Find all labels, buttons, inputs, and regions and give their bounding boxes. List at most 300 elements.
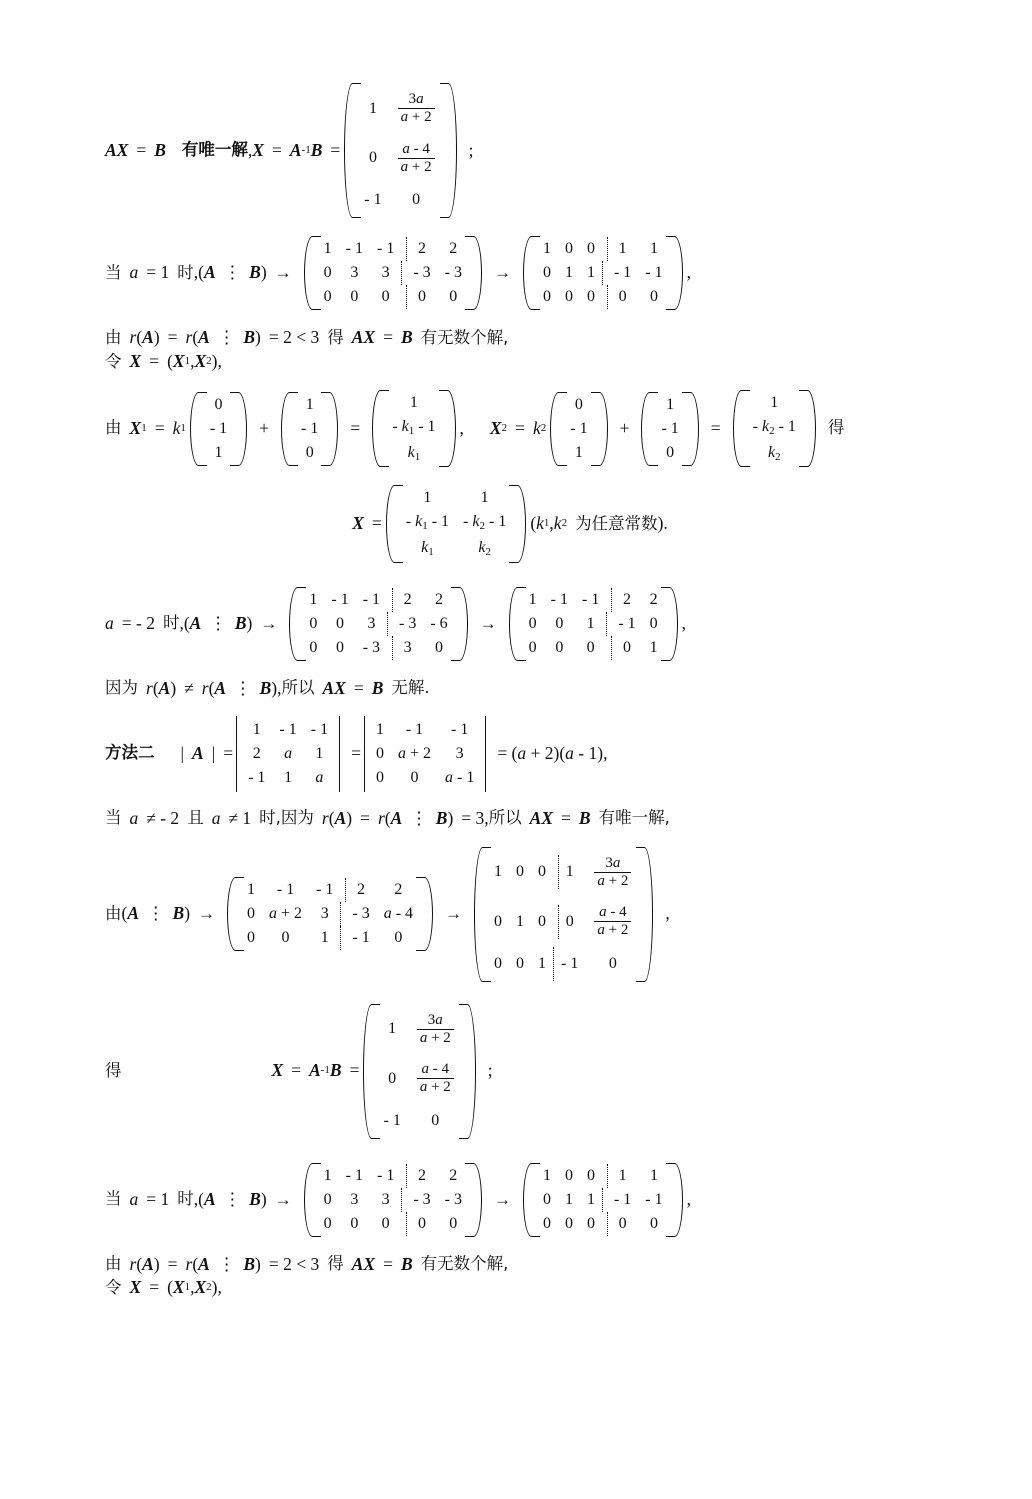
cell: 0 — [649, 288, 658, 305]
b6-open: ( — [530, 513, 537, 534]
b15-sep: , — [190, 1277, 195, 1298]
equation-block-method-two-determinant — [105, 716, 915, 792]
cell: - 1 — [276, 881, 295, 898]
paren-right — [447, 389, 458, 469]
b10-a2: a — [211, 807, 221, 828]
cell: 0 — [368, 149, 377, 167]
b13-shi: 时 — [177, 1189, 194, 1209]
det-bar-right — [339, 716, 340, 792]
b5-k2s: 2 — [540, 421, 547, 434]
b10-a: a — [129, 807, 139, 828]
page-content — [105, 78, 915, 1303]
b15-close: ), — [211, 1277, 222, 1298]
b10-qie: 且 — [187, 808, 204, 828]
cell: 0 — [305, 443, 314, 461]
b15-X: X — [129, 1277, 142, 1298]
matrix-unique-solution — [342, 82, 458, 219]
cell: 1 — [315, 744, 324, 762]
b3-A: A — [142, 327, 154, 347]
cell: 0 — [555, 638, 564, 656]
cell: 1 — [494, 863, 503, 881]
cell: 1 — [247, 881, 256, 898]
cell: - 1 — [450, 720, 469, 738]
b1-comma: , — [247, 139, 253, 160]
cell: 0 — [281, 929, 290, 946]
cell: 0 — [538, 912, 547, 930]
b12-A: A — [309, 1060, 321, 1081]
b8-B: B — [259, 677, 272, 698]
b8-A: A — [158, 677, 171, 698]
equation-block-general-solution: X = 1 1 - $k_1 - 1$ - $k_2 - 1$ $k_1$ $k_2$ ( k 1 , k 2 为任意常数 ). — [105, 484, 915, 564]
b3-pa: ( — [136, 327, 143, 347]
vector-X2-result — [731, 389, 818, 469]
b5-X1: X — [129, 417, 142, 438]
arrow-icon: → — [493, 263, 511, 283]
cell: 0 — [350, 1214, 359, 1232]
cell: - 1 — [310, 720, 329, 738]
b8-pc: ( — [208, 677, 215, 698]
b15-s1: 1 — [184, 1281, 191, 1294]
paren-right — [690, 391, 701, 467]
b5-de: 得 — [827, 418, 845, 438]
paren-right — [599, 391, 610, 467]
b10-rank: = 3 — [461, 807, 485, 828]
cell: 0 — [542, 264, 551, 281]
b6-X: X — [352, 513, 364, 534]
b1-Ainv: A — [289, 139, 302, 160]
b8-Bx: B — [371, 677, 384, 698]
vdots-icon: ⋮ — [223, 1188, 242, 1209]
cell: - 3 — [387, 612, 423, 636]
b8-pd: ) — [271, 677, 278, 698]
b8-AX: AX — [322, 677, 346, 698]
cell: 0 — [608, 954, 617, 972]
b5-k1s: 1 — [180, 421, 186, 434]
fraction: $\frac{3a}{a + 2}$ — [398, 91, 435, 127]
cell: 3 — [381, 264, 390, 281]
b7-shi: 时 — [162, 613, 180, 633]
matrix-augmented-general — [225, 876, 435, 952]
b7-A: A — [189, 612, 202, 633]
paren-left — [361, 1003, 372, 1140]
b8-r2: r — [201, 677, 209, 698]
paren-right — [669, 586, 680, 662]
b14-r: r — [129, 1253, 137, 1274]
method-two-label: 方法二 — [105, 743, 155, 763]
b8-neq: ≠ — [184, 677, 194, 698]
b10-comma: , — [484, 807, 489, 828]
cell: - 3 — [401, 261, 437, 285]
cell: 0 — [494, 954, 503, 972]
cell: - 1 — [602, 261, 638, 285]
cell: - 1 — [645, 1190, 663, 1208]
cell: - 1 — [345, 1166, 363, 1184]
cell: 1 — [409, 393, 418, 411]
b10-eq2: = — [561, 807, 571, 828]
vdots-icon: ⋮ — [410, 807, 428, 828]
b7-B: B — [234, 612, 247, 633]
cell: 0 — [412, 191, 421, 208]
cell: 1 — [558, 855, 581, 889]
b14-B: B — [243, 1253, 256, 1274]
cell: 0 — [574, 395, 583, 413]
cell: 0 — [449, 1214, 458, 1232]
cell: 3 — [350, 264, 359, 281]
equation-block-particular-vectors — [105, 389, 915, 469]
cell: 0 — [410, 768, 419, 786]
matrix-general-solution — [384, 484, 529, 564]
cell: 0 — [375, 744, 384, 762]
cell: 0 — [528, 614, 537, 632]
vdots-icon: ⋮ — [217, 1253, 236, 1274]
cell: $\frac{3a}{a + 2}$ — [408, 1005, 463, 1055]
b1-X: X — [252, 139, 264, 160]
b9-bar-close: | — [211, 742, 216, 763]
cell: 0 — [494, 912, 503, 930]
b14-pc: ( — [192, 1253, 199, 1274]
arrow-icon: → — [274, 263, 292, 283]
b1-eq3: = — [330, 139, 341, 160]
cell: - 3 — [340, 902, 376, 926]
b15-ling: 令 — [105, 1278, 122, 1297]
b11-close: ) — [184, 903, 191, 924]
cell: 0 — [431, 1111, 440, 1129]
cell: - 1 — [362, 590, 381, 608]
cell: 3 — [320, 905, 329, 922]
b4-sep: , — [190, 350, 195, 371]
b7-comma-end: , — [681, 612, 687, 633]
b10-B: B — [435, 807, 448, 828]
b5-X2: X — [489, 417, 502, 438]
cell: 0 — [586, 1214, 595, 1232]
cell: 1 — [516, 912, 525, 930]
b6-k2: k — [553, 513, 562, 534]
cell: 0 — [381, 288, 390, 305]
b8-A2: A — [214, 677, 227, 698]
vdots-icon: ⋮ — [217, 327, 236, 347]
b4-eq: = — [149, 350, 160, 371]
paren-left — [279, 391, 290, 467]
cell: $k_1$ — [421, 539, 434, 558]
b5-sub1: 1 — [141, 421, 147, 434]
cell: $\frac{a - 4}{a + 2}$ — [585, 897, 640, 947]
b11-B: B — [172, 903, 185, 924]
b3-AX: AX — [351, 327, 376, 347]
cell: 0 — [586, 240, 595, 257]
cell: 3 — [350, 1190, 359, 1208]
b9-eq2: = — [351, 742, 361, 763]
b15-eq: = — [149, 1277, 160, 1298]
cell: a — [284, 744, 293, 762]
b2-comma-end: , — [686, 262, 691, 283]
paren-left — [521, 1162, 532, 1238]
paren-right — [467, 1003, 478, 1140]
cell: $k_2$ — [767, 443, 781, 463]
cell: a - 1 — [444, 768, 475, 786]
b10-eq: = — [360, 807, 370, 828]
paren-right — [807, 389, 818, 469]
paren-left — [639, 391, 650, 467]
cell: 1 — [528, 590, 537, 608]
arrow-icon: → — [198, 904, 216, 924]
cell: 2 — [392, 588, 419, 612]
vdots-icon: ⋮ — [223, 262, 242, 283]
det-bar-right — [485, 716, 486, 792]
cell: 1 — [586, 614, 595, 632]
b8-suoyi: 所以 — [281, 678, 315, 698]
cell: 0 — [350, 288, 359, 305]
cell: 0 — [375, 768, 384, 786]
b1-B: B — [154, 139, 166, 160]
b4-open: ( — [167, 350, 173, 371]
paren-left — [521, 235, 532, 311]
cell: 0 — [542, 1214, 551, 1232]
matrix-reduced-3 — [521, 1162, 685, 1238]
equation-block-solution-X — [105, 1003, 915, 1140]
b2-comma: ,( — [193, 262, 204, 283]
cell: - 1 — [345, 240, 363, 257]
b10-r: r — [321, 807, 329, 828]
b8-tail: 无解. — [391, 678, 430, 698]
b14-you: 由 — [105, 1254, 122, 1274]
b5-eq3: = — [515, 417, 525, 438]
b3-pd: ) — [255, 327, 261, 347]
cell: 0 — [323, 1214, 332, 1232]
paren-left — [384, 484, 395, 564]
cell: 3 — [381, 1190, 390, 1208]
cell: $\frac{3a}{a + 2}$ — [585, 848, 640, 898]
cell: - 1 — [602, 1188, 638, 1212]
b2-eq: = 1 — [146, 262, 170, 283]
cell: 0 — [323, 1190, 332, 1208]
cell: 2 — [649, 590, 658, 608]
cell: - 1 — [645, 264, 663, 281]
matrix-reduced-general — [472, 846, 655, 983]
b9-A: A — [192, 742, 204, 763]
cell: a - 4 — [383, 905, 414, 922]
paren-right — [459, 586, 470, 662]
matrix-augmented-2 — [287, 586, 469, 662]
cell: 0 — [449, 288, 458, 305]
b14-AX: AX — [351, 1253, 376, 1274]
cell: - 1 — [316, 881, 334, 898]
cell: 2 — [252, 744, 261, 762]
cell: - 1 — [340, 926, 376, 950]
cell — [389, 84, 444, 134]
arrow-icon: → — [445, 904, 463, 924]
b5-plus: + — [259, 417, 270, 438]
cell: - 1 — [209, 419, 228, 437]
b3-you: 由 — [105, 327, 122, 347]
cell: 1 — [252, 720, 261, 738]
cell: a — [315, 768, 324, 786]
b8-pb: ) — [170, 677, 177, 698]
b14-pd: ) — [255, 1253, 261, 1274]
cell: 0 — [516, 863, 525, 881]
cell: a + 2 — [269, 905, 303, 922]
b13-dang: 当 — [105, 1189, 122, 1209]
equation-block-a-equals-1-first — [105, 235, 915, 311]
cell: 3 — [455, 744, 464, 762]
b1-eq: = — [136, 139, 147, 160]
b13-a: a — [129, 1188, 139, 1209]
determinant-1 — [236, 716, 340, 792]
cell: 1 — [586, 264, 595, 281]
cell: - 1 — [582, 590, 600, 608]
text-no-solution — [105, 678, 915, 700]
cell: 0 — [542, 288, 551, 305]
cell: 1 — [480, 489, 489, 507]
arrow-icon: → — [274, 1189, 292, 1209]
cell: 1 — [538, 954, 547, 972]
determinant-2 — [364, 716, 486, 792]
paren-left — [287, 586, 298, 662]
paren-left — [302, 1162, 313, 1238]
paren-left — [731, 389, 742, 469]
b14-Bx: B — [400, 1253, 413, 1274]
cell: 2 — [406, 237, 433, 261]
cell: - 1 — [364, 191, 382, 208]
arrow-icon: → — [260, 614, 278, 634]
b2-prefix: 当 — [105, 262, 122, 282]
b11-you: 由 — [105, 903, 122, 923]
b3-eq2: = — [383, 327, 393, 347]
b11-open: ( — [121, 903, 128, 924]
cell: 1 — [323, 240, 332, 257]
b3-pb: ) — [153, 327, 160, 347]
b3-r2: r — [185, 327, 193, 347]
b4-s1: 1 — [184, 354, 191, 367]
cell: 1 — [542, 1166, 551, 1184]
paren-right — [329, 391, 340, 467]
paren-right — [674, 1162, 685, 1238]
cell: 0 — [649, 1214, 658, 1232]
b12-B: B — [329, 1060, 342, 1081]
matrix-augmented-3 — [302, 1162, 484, 1238]
cell: 0 — [309, 638, 318, 656]
b9-bar-open: | — [180, 742, 185, 763]
b2-A: A — [203, 262, 216, 283]
b13-eq: = 1 — [146, 1188, 170, 1209]
cell: $k_1$ — [407, 443, 421, 463]
b1-exp: -1 — [301, 143, 311, 156]
cell: - 1 — [331, 590, 349, 608]
cell: - 1 — [248, 768, 266, 786]
cell: 0 — [666, 443, 675, 461]
matrix-augmented-1 — [302, 235, 484, 311]
equation-block-a-equals-1-second — [105, 1162, 915, 1238]
b1-lead: AX — [105, 139, 129, 160]
b5-k2: k — [532, 417, 541, 438]
cell: 1 — [388, 1020, 397, 1038]
b8-comma: , — [277, 677, 282, 698]
vector-v4 — [639, 391, 700, 467]
b14-eq: = — [167, 1253, 178, 1274]
cell: 1 — [320, 929, 329, 946]
b14-tail: 有无数个解, — [420, 1254, 509, 1274]
cell: 1 — [649, 638, 658, 656]
vector-v2 — [279, 391, 340, 467]
vdots-icon: ⋮ — [209, 612, 227, 633]
b5-you: 由 — [105, 418, 122, 438]
b10-r2: r — [377, 807, 385, 828]
b3-tail: 有无数个解, — [420, 327, 509, 347]
b5-eq2: = — [350, 417, 361, 438]
paren-right — [448, 82, 459, 219]
b6-eq: = — [371, 513, 382, 534]
text-condition-unique — [105, 808, 915, 830]
cell: 2 — [406, 1164, 433, 1188]
cell: - 1 — [570, 419, 588, 437]
b7-a: a — [105, 612, 114, 633]
cell: 2 — [345, 878, 372, 902]
b10-pc: ( — [384, 807, 391, 828]
b10-shi: 时,因为 — [259, 808, 314, 828]
b2-a: a — [129, 262, 139, 283]
cell: 1 — [284, 768, 293, 786]
cell: 1 — [564, 264, 573, 281]
cell: 0 — [649, 614, 658, 632]
cell: 0 — [247, 905, 256, 922]
cell: 0 — [309, 614, 318, 632]
b10-AX: AX — [529, 807, 554, 828]
cell: - 1 — [383, 1111, 401, 1129]
cell: - 1 — [301, 419, 319, 437]
cell: 1 — [375, 720, 384, 738]
cell: 0 — [555, 614, 564, 632]
cell: 0 — [394, 929, 403, 946]
cell: 0 — [586, 638, 595, 656]
cell: 2 — [449, 1166, 458, 1184]
b1-cn: 有唯一解 — [181, 140, 248, 160]
b13-comma: ,( — [193, 1188, 204, 1209]
matrix-reduced-1 — [521, 235, 685, 311]
b5-plus2: + — [619, 417, 630, 438]
b13-B: B — [249, 1188, 261, 1209]
cell: - $k_1 - 1$ — [392, 417, 436, 437]
cell: 3 — [367, 614, 376, 632]
text-rank-infinite-solutions-1 — [105, 327, 915, 349]
cell: - 1 — [376, 1166, 395, 1184]
cell: 1 — [309, 590, 318, 608]
cell: 0 — [214, 395, 223, 413]
cell — [389, 134, 444, 184]
b5-eq4: = — [710, 417, 721, 438]
cell: - $k_1 - 1$ — [405, 513, 450, 533]
b3-A2: A — [198, 327, 210, 347]
cell: - $k_2 - 1$ — [463, 513, 507, 533]
b3-r: r — [129, 327, 137, 347]
b14-A: A — [142, 1253, 154, 1274]
equation-block-a-equals-minus2 — [105, 586, 915, 662]
paren-right — [644, 846, 655, 983]
cell: 0 — [406, 1212, 433, 1236]
b1-eq2: = — [271, 139, 282, 160]
b1-semicolon: ; — [468, 139, 474, 160]
cell: 0 — [558, 905, 581, 939]
cell: 0 — [323, 288, 332, 305]
cell: 1 — [586, 1190, 595, 1208]
cell: 0 — [435, 638, 443, 656]
cell: 0 — [586, 288, 595, 305]
cell: 2 — [394, 881, 403, 898]
paren-right — [674, 235, 685, 311]
b7-rp: ) — [246, 612, 253, 633]
b10-A2: A — [390, 807, 403, 828]
cell: 0 — [381, 1214, 390, 1232]
b14-A2: A — [198, 1253, 210, 1274]
cell: - 1 — [661, 419, 679, 437]
